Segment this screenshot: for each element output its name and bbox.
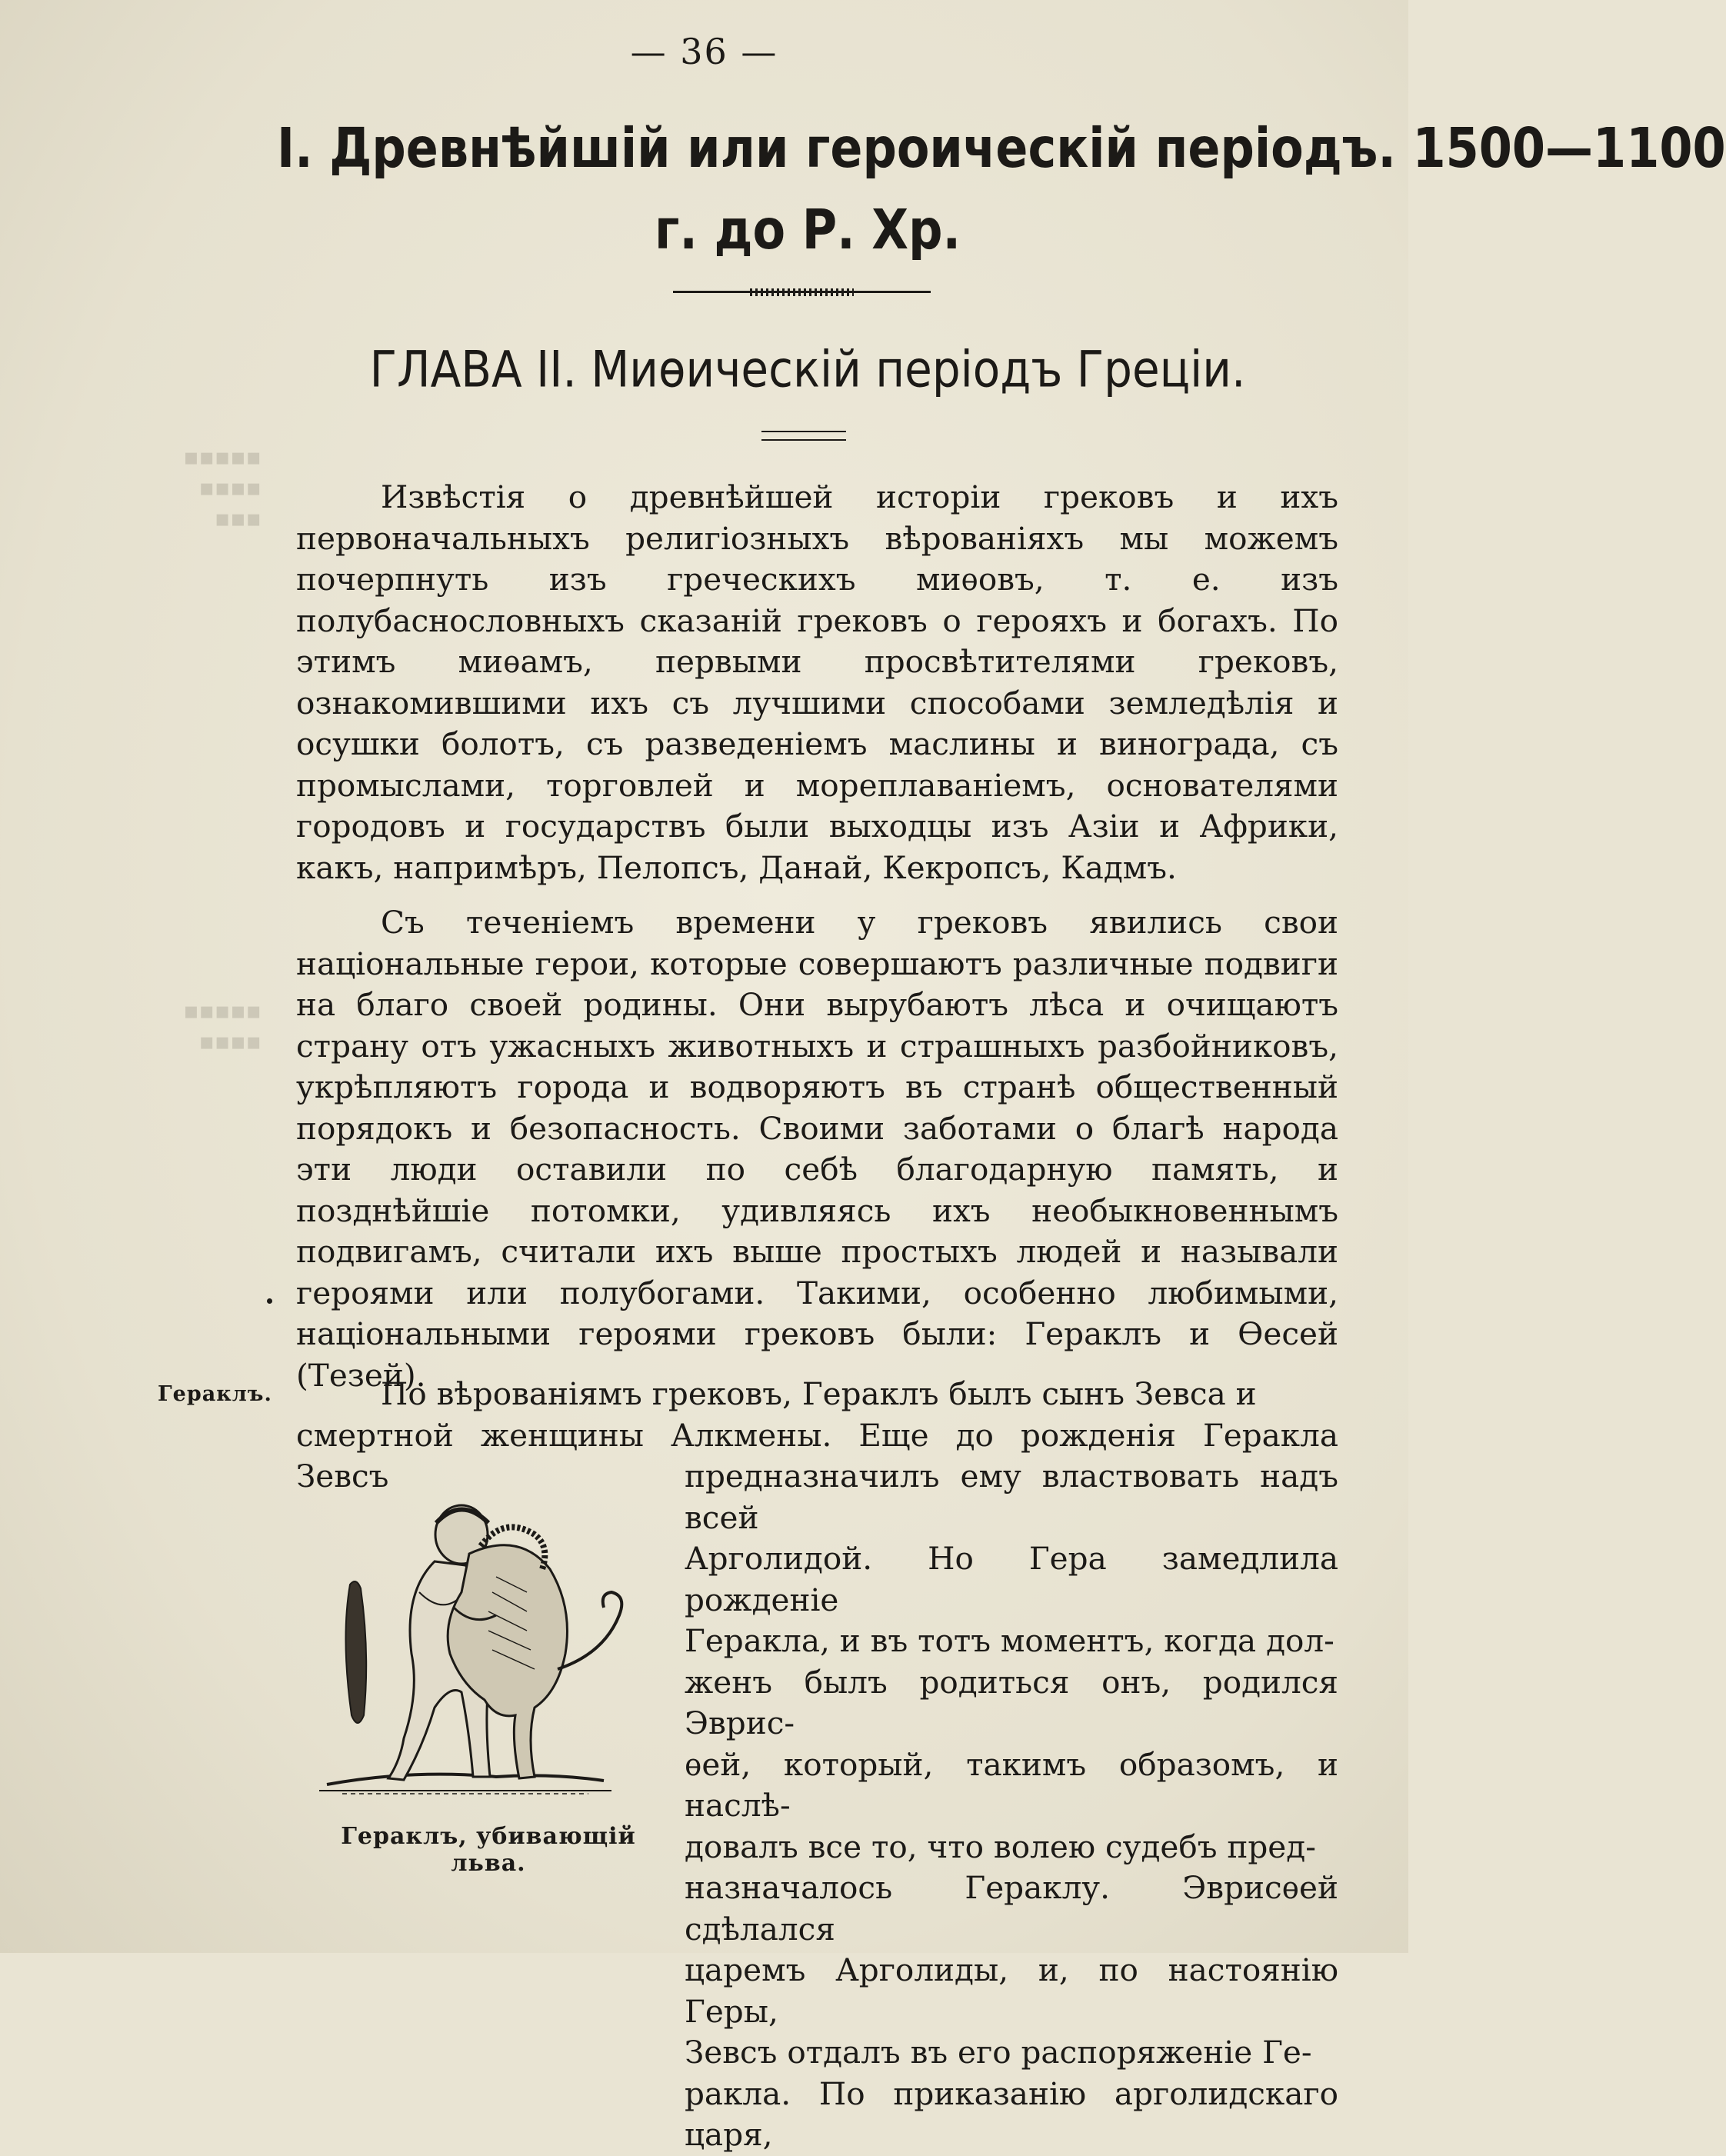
- section-heading-line-1: I. Древнѣйшій или героическій періодъ. 1500—1100: [277, 115, 1726, 181]
- text-line: Арголидой. Но Гера замедлила рожденіе: [685, 1540, 1338, 1618]
- text-line: предназначилъ ему властвовать надъ всей: [685, 1458, 1338, 1536]
- ink-spot: [267, 1298, 272, 1304]
- text-line: довалъ все то, что волею судебъ пред-: [685, 1828, 1316, 1865]
- show-through-text: ▪▪▪▪▪ ▪▪▪▪ ▪▪▪: [183, 444, 262, 532]
- text-line: женъ былъ родиться онъ, родился Эврис-: [685, 1663, 1338, 1741]
- show-through-text: ▪▪▪▪▪ ▪▪▪▪: [183, 998, 262, 1055]
- chapter-title: ГЛАВА II. Миѳическій періодъ Греціи.: [369, 340, 1246, 399]
- decorative-rule: [673, 291, 931, 293]
- paragraph: Извѣстія о древнѣйшей исторіи грековъ и ихъ первоначальныхъ религіозныхъ вѣрованіяхъ мы можемъ почерпнуть изъ греческихъ миѳовъ, т. е. изъ полубаснословныхъ сказаній грековъ о герояхъ и богахъ. По этимъ миѳамъ, первыми просвѣтителями грековъ, ознакомившими ихъ съ лучшими способами земледѣлія и осушки болотъ, съ разведеніемъ маслины и винограда, съ промыслами, торговлей и мореплаваніемъ, основателями городовъ и государствъ были выходцы изъ Азіи и Африки, какъ, напримѣръ, Пелопсъ, Данай, Кекропсъ, Кадмъ.: [296, 478, 1338, 886]
- paragraph: Съ теченіемъ времени у грековъ явились свои національные герои, которые совершаютъ различные подвиги на благо своей родины. Они вырубаютъ лѣса и очищаютъ страну отъ ужасныхъ животныхъ и страшныхъ разбойниковъ, укрѣпляютъ города и водворяютъ въ странѣ общественный порядокъ и безопасность. Своими заботами о благѣ народа эти люди оставили по себѣ благодарную память, и позднѣйшіе потомки, удивляясь ихъ необыкновеннымъ подвигамъ, считали ихъ выше простыхъ людей и называли героями или полубогами. Такими, особенно любимыми, національными героями грековъ были: Гераклъ и Ѳесей (Тезей).: [296, 904, 1338, 1394]
- text-line: назначалось Гераклу. Эврисѳей сдѣлался: [685, 1869, 1338, 1948]
- text-line: По вѣрованіямъ грековъ, Гераклъ былъ сынъ Зевса и: [381, 1375, 1257, 1412]
- text-line: Зевсъ отдалъ въ его распоряженіе Ге-: [685, 2034, 1312, 2071]
- figure-caption: Гераклъ, убивающій льва.: [341, 1823, 636, 1877]
- section-heading: [277, 108, 1726, 271]
- margin-note-heracles: Гераклъ.: [158, 1382, 272, 1406]
- body-text: [296, 477, 1338, 1396]
- decorative-double-rule: [761, 431, 846, 441]
- paragraph-heracles-continued: [685, 1456, 1338, 2156]
- text-line: ѳей, который, такимъ образомъ, и наслѣ-: [685, 1745, 1338, 1824]
- text-line: Геракла, и въ тотъ моментъ, когда дол-: [685, 1622, 1334, 1659]
- page-number: — 36 —: [630, 31, 778, 72]
- text-line: ракла. По приказанію арголидскаго царя,: [685, 2074, 1338, 2153]
- section-heading-line-2: г. до Р. Хр.: [654, 197, 961, 262]
- text-line: царемъ Арголиды, и, по настоянію Геры,: [685, 1951, 1338, 2030]
- text-line: смертной женщины Алкмены. Еще до рожденія Геракла Зевсъ: [296, 1416, 1338, 1495]
